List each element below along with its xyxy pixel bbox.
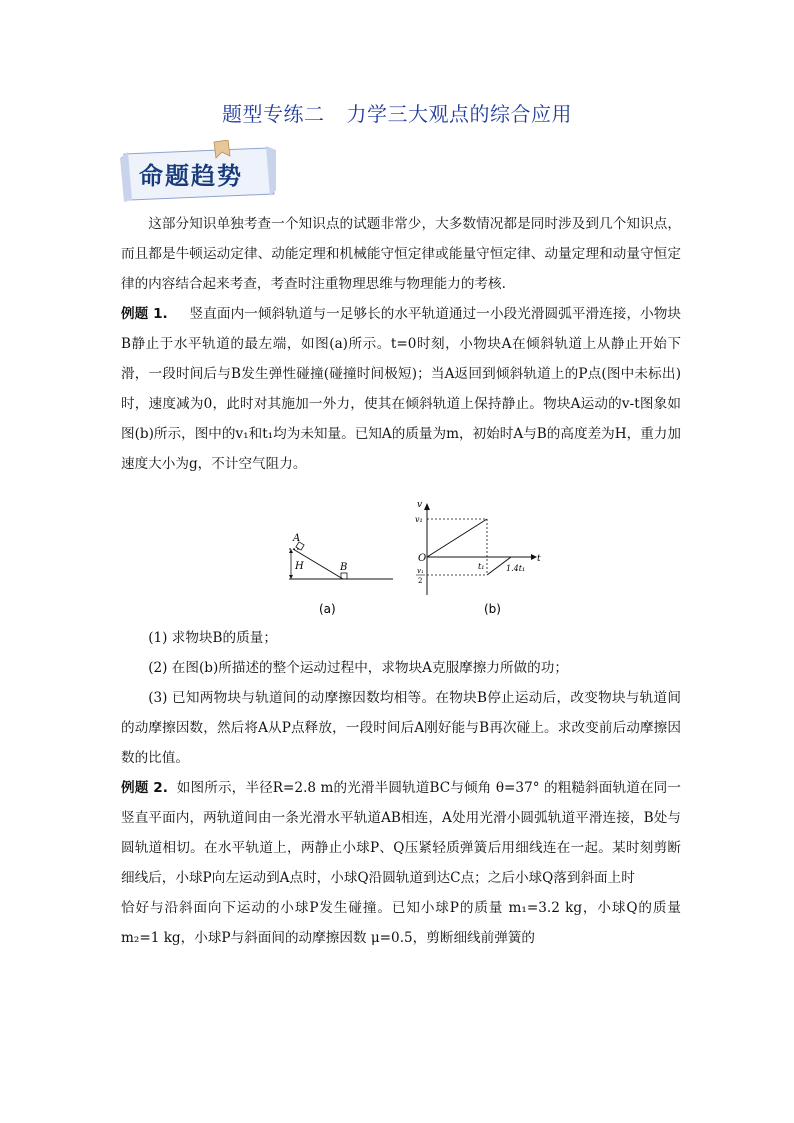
question-3: (3) 已知两物块与轨道间的动摩擦因数均相等。在物块B停止运动后，改变物块与轨道间的动摩擦因数，然后将A从P点释放，一段时间后A刚好能与B再次碰上。求改变前后动摩擦因数的比值。	[121, 690, 681, 766]
label-1-4t1: 1.4t₁	[506, 564, 526, 573]
label-v: v	[417, 500, 423, 510]
question-1: (1) 求物块B的质量；	[148, 630, 277, 646]
page-title: 题型专练二 力学三大观点的综合应用	[222, 102, 572, 126]
label-t: t	[537, 554, 541, 564]
figure-svg	[121, 483, 681, 623]
example-2-label: 例题 2.	[121, 780, 168, 796]
label-b: B	[340, 562, 348, 573]
label-neg-den: 2	[418, 577, 423, 585]
example-1	[121, 299, 681, 479]
label-v1: v₁	[415, 515, 423, 524]
fig-a-caption: (a)	[319, 602, 336, 616]
question-2: (2) 在图(b)所描述的整个运动过程中，求物块A克服摩擦力所做的功；	[148, 660, 568, 676]
fig-b-caption: (b)	[484, 602, 501, 616]
document-body	[121, 209, 681, 953]
intro-paragraph: 这部分知识单独考查一个知识点的试题非常少，大多数情况都是同时涉及到几个知识点，而且都是牛顿运动定律、动能定理和机械能守恒定律或能量守恒定律、动量定理和动量守恒定律的内容结合起来考查，考查时注重物理思维与物理能力的考核.	[121, 216, 681, 292]
label-a: A	[293, 533, 301, 544]
figure-a	[289, 533, 393, 616]
label-h: H	[295, 561, 304, 572]
example-1-text: 竖直面内一倾斜轨道与一足够长的水平轨道通过一小段光滑圆弧平滑连接，小物块B静止于水平轨道的最左端，如图(a)所示。t=0时刻，小物块A在倾斜轨道上从静止开始下滑，一段时间后与B发生弹性碰撞(碰撞时间极短)；当A返回到倾斜轨道上的P点(图中未标出)时，速度减为0，此时对其施加一外力，使其在倾斜轨道上保持静止。物块A运动的v-t图象如图(b)所示，图中的v₁和t₁均为未知量。已知A的质量为m，初始时A与B的高度差为H，重力加速度大小为g，不计空气阻力。	[121, 306, 682, 472]
example-1-label: 例题 1.	[121, 306, 168, 322]
section-banner-text: 命题趋势	[139, 162, 243, 190]
figure-b	[415, 500, 541, 616]
label-origin: O	[418, 553, 427, 564]
label-t1: t₁	[478, 562, 485, 571]
figure-area	[121, 483, 681, 623]
label-neg-num: v₁	[417, 567, 424, 575]
line-segment-1	[427, 519, 487, 557]
example-2-continued: 恰好与沿斜面向下运动的小球P发生碰撞。已知小球P的质量 m₁=3.2 kg，小球Q的质量 m₂=1 kg，小球P与斜面间的动摩擦因数 μ=0.5，剪断细线前弹簧的	[121, 900, 681, 946]
example-2	[121, 773, 681, 893]
example-2-text: 如图所示，半径R=2.8 m的光滑半圆轨道BC与倾角 θ=37° 的粗糙斜面轨道在同一竖直平面内，两轨道间由一条光滑水平轨道AB相连，A处用光滑小圆弧轨道平滑连接，B处与圆轨道相切。在水平轨道上，两静止小球P、Q压紧轻质弹簧后用细线连在一起。某时刻剪断细线后，小球P向左运动到A点时，小球Q沿圆轨道到达C点；之后小球Q落到斜面上时	[121, 780, 681, 886]
